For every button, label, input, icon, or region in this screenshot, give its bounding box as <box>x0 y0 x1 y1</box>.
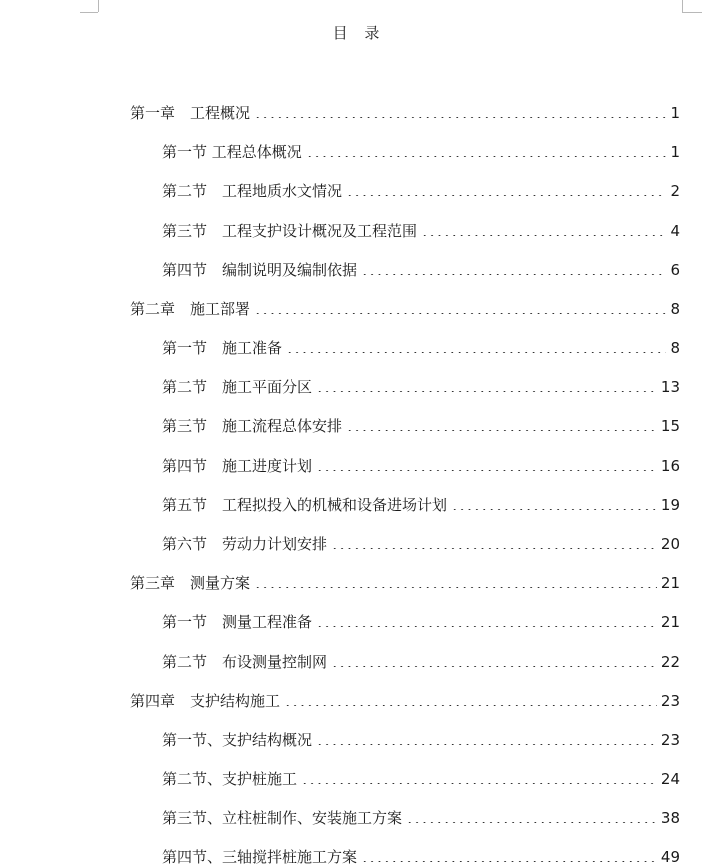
toc-entry-label: 第三节 工程支护设计概况及工程范围 <box>162 222 418 240</box>
toc-page-number: 19 <box>660 496 680 514</box>
dot-leader <box>254 299 666 314</box>
toc-entry-label: 第四节 编制说明及编制依据 <box>162 261 358 279</box>
toc-page-number: 8 <box>670 339 680 357</box>
dot-leader <box>316 612 657 627</box>
dot-leader <box>346 181 666 196</box>
toc-page-number: 38 <box>660 809 680 827</box>
page-corner-mark-left <box>98 0 99 12</box>
toc-page-number: 49 <box>660 848 680 866</box>
toc-entry-section[interactable] <box>162 180 680 202</box>
toc-entry-chapter[interactable] <box>130 690 680 712</box>
toc-page-number: 15 <box>660 417 680 435</box>
dot-leader <box>406 808 657 823</box>
page-corner-mark-right-h <box>682 12 702 13</box>
dot-leader <box>451 495 657 510</box>
toc-entry-section[interactable] <box>162 611 680 633</box>
toc-entry-label: 第三章 测量方案 <box>130 574 251 592</box>
dot-leader <box>254 573 657 588</box>
toc-page-number: 22 <box>660 653 680 671</box>
toc-entry-label: 第五节 工程拟投入的机械和设备进场计划 <box>162 496 448 514</box>
toc-page-number: 24 <box>660 770 680 788</box>
toc-page-number: 1 <box>670 104 680 122</box>
toc-entry-label: 第六节 劳动力计划安排 <box>162 535 328 553</box>
toc-entry-label: 第四节 施工进度计划 <box>162 457 313 475</box>
dot-leader <box>361 260 666 275</box>
dot-leader <box>421 221 666 236</box>
dot-leader <box>316 377 657 392</box>
toc-entry-section[interactable] <box>162 141 680 163</box>
toc-entry-section[interactable] <box>162 494 680 516</box>
dot-leader <box>361 847 657 862</box>
toc-entry-label: 第一节 测量工程准备 <box>162 613 313 631</box>
dot-leader <box>316 456 657 471</box>
toc-entry-label: 第二章 施工部署 <box>130 300 251 318</box>
toc-page-number: 4 <box>670 222 680 240</box>
toc-entry-section[interactable] <box>162 220 680 242</box>
toc-page-number: 21 <box>660 574 680 592</box>
dot-leader <box>331 534 657 549</box>
toc-entry-label: 第二节 布设测量控制网 <box>162 653 328 671</box>
toc-page-number: 20 <box>660 535 680 553</box>
dot-leader <box>346 416 657 431</box>
toc-entry-section[interactable] <box>162 376 680 398</box>
toc-entry-label: 第二节 工程地质水文情况 <box>162 182 343 200</box>
toc-entry-label: 第四章 支护结构施工 <box>130 692 281 710</box>
toc-entry-label: 第二节、支护桩施工 <box>162 770 298 788</box>
dot-leader <box>286 338 666 353</box>
toc-title: 目 录 <box>332 24 386 42</box>
toc-entry-section[interactable] <box>162 337 680 359</box>
toc-page-number: 8 <box>670 300 680 318</box>
toc-entry-label: 第二节 施工平面分区 <box>162 378 313 396</box>
toc-entry-label: 第一节 工程总体概况 <box>162 143 302 161</box>
dot-leader <box>284 691 657 706</box>
toc-page-number: 21 <box>660 613 680 631</box>
toc-entry-label: 第一节 施工准备 <box>162 339 283 357</box>
toc-entry-section[interactable] <box>162 259 680 281</box>
toc-entry-label: 第一节、支护结构概况 <box>162 731 313 749</box>
toc-entry-section[interactable] <box>162 455 680 477</box>
toc-entry-section[interactable] <box>162 768 680 790</box>
page-corner-mark-right <box>682 0 683 12</box>
toc-entry-section[interactable] <box>162 846 680 868</box>
dot-leader <box>306 142 667 157</box>
toc-entry-chapter[interactable] <box>130 572 680 594</box>
dot-leader <box>316 730 657 745</box>
toc-page-number: 6 <box>670 261 680 279</box>
dot-leader <box>301 769 657 784</box>
toc-page-number: 23 <box>660 692 680 710</box>
toc-page-number: 23 <box>660 731 680 749</box>
toc-entry-section[interactable] <box>162 807 680 829</box>
toc-page-number: 16 <box>660 457 680 475</box>
toc-page-number: 2 <box>670 182 680 200</box>
toc-entry-section[interactable] <box>162 651 680 673</box>
toc-entry-label: 第一章 工程概况 <box>130 104 251 122</box>
toc-page-number: 13 <box>660 378 680 396</box>
toc-entry-section[interactable] <box>162 729 680 751</box>
toc-entry-chapter[interactable] <box>130 102 680 124</box>
toc-entry-label: 第四节、三轴搅拌桩施工方案 <box>162 848 358 866</box>
toc-entry-section[interactable] <box>162 415 680 437</box>
toc-entry-section[interactable] <box>162 533 680 555</box>
page-corner-mark-left-h <box>80 12 98 13</box>
dot-leader <box>331 652 657 667</box>
toc-page-number: 1 <box>670 143 680 161</box>
toc-entry-chapter[interactable] <box>130 298 680 320</box>
dot-leader <box>254 103 666 118</box>
toc-entry-label: 第三节 施工流程总体安排 <box>162 417 343 435</box>
toc-entry-label: 第三节、立柱桩制作、安装施工方案 <box>162 809 403 827</box>
